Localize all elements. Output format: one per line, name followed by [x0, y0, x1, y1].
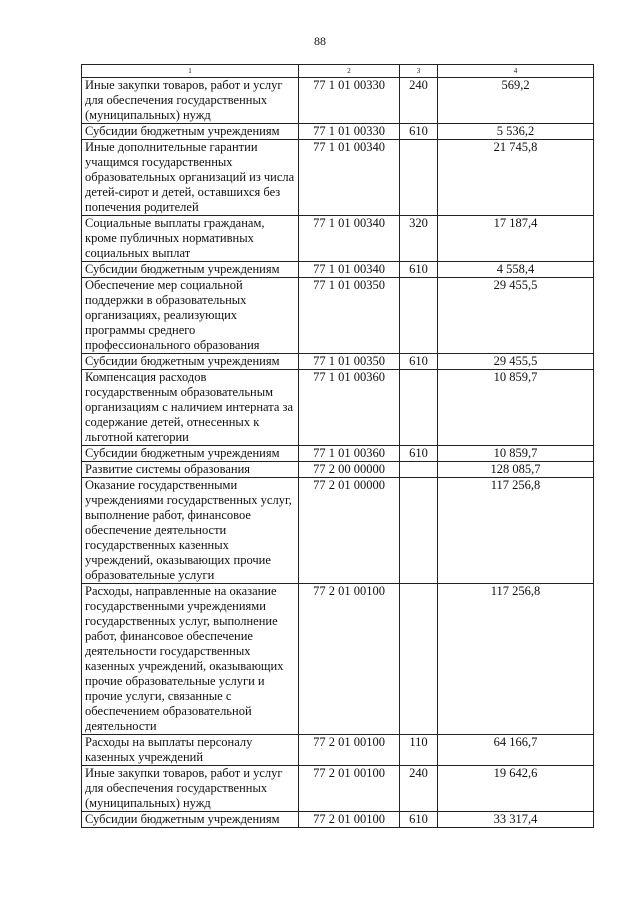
- table-row: [82, 735, 594, 766]
- row-amount: 19 642,6: [438, 766, 594, 812]
- table-row: [82, 278, 594, 354]
- budget-table: [81, 64, 594, 828]
- row-amount: 117 256,8: [438, 584, 594, 735]
- row-code: 77 1 01 00330: [299, 124, 400, 140]
- column-header: 2: [299, 65, 400, 78]
- row-name: Иные закупки товаров, работ и услуг для обеспечения государственных (муниципальных) нужд: [82, 78, 299, 124]
- table-row: [82, 812, 594, 828]
- row-amount: 33 317,4: [438, 812, 594, 828]
- row-code: 77 1 01 00350: [299, 278, 400, 354]
- table-row: [82, 216, 594, 262]
- column-header: 3: [400, 65, 438, 78]
- row-amount: 4 558,4: [438, 262, 594, 278]
- row-type: [400, 584, 438, 735]
- row-name: Иные закупки товаров, работ и услуг для обеспечения государственных (муниципальных) нужд: [82, 766, 299, 812]
- table-row: [82, 446, 594, 462]
- column-header: 4: [438, 65, 594, 78]
- table-row: [82, 370, 594, 446]
- row-name: Субсидии бюджетным учреждениям: [82, 354, 299, 370]
- row-code: 77 1 01 00360: [299, 446, 400, 462]
- row-amount: 29 455,5: [438, 354, 594, 370]
- table-row: [82, 78, 594, 124]
- row-code: 77 1 01 00340: [299, 262, 400, 278]
- row-amount: 29 455,5: [438, 278, 594, 354]
- row-code: 77 1 01 00350: [299, 354, 400, 370]
- table-row: [82, 140, 594, 216]
- row-type: [400, 278, 438, 354]
- row-code: 77 1 01 00360: [299, 370, 400, 446]
- row-amount: 128 085,7: [438, 462, 594, 478]
- row-amount: 569,2: [438, 78, 594, 124]
- table-row: [82, 478, 594, 584]
- row-type: 610: [400, 354, 438, 370]
- row-code: 77 1 01 00330: [299, 78, 400, 124]
- table-row: [82, 462, 594, 478]
- row-code: 77 2 00 00000: [299, 462, 400, 478]
- row-type: 610: [400, 262, 438, 278]
- row-type: 240: [400, 766, 438, 812]
- column-header: 1: [82, 65, 299, 78]
- row-type: 240: [400, 78, 438, 124]
- row-code: 77 2 01 00100: [299, 766, 400, 812]
- row-name: Обеспечение мер социальной поддержки в образовательных организациях, реализующих программы среднего профессионального образования: [82, 278, 299, 354]
- row-amount: 21 745,8: [438, 140, 594, 216]
- row-code: 77 2 01 00100: [299, 812, 400, 828]
- table-row: [82, 766, 594, 812]
- row-amount: 117 256,8: [438, 478, 594, 584]
- row-name: Развитие системы образования: [82, 462, 299, 478]
- row-code: 77 1 01 00340: [299, 216, 400, 262]
- table-row: [82, 354, 594, 370]
- row-type: [400, 462, 438, 478]
- row-name: Оказание государственными учреждениями государственных услуг, выполнение работ, финансовое обеспечение деятельности государственных казенных учреждений, оказывающих прочие образовательные услуги: [82, 478, 299, 584]
- row-amount: 5 536,2: [438, 124, 594, 140]
- table-row: [82, 584, 594, 735]
- row-code: 77 2 01 00100: [299, 735, 400, 766]
- row-type: 610: [400, 446, 438, 462]
- row-name: Социальные выплаты гражданам, кроме публичных нормативных социальных выплат: [82, 216, 299, 262]
- row-code: 77 2 01 00000: [299, 478, 400, 584]
- row-code: 77 2 01 00100: [299, 584, 400, 735]
- row-type: 610: [400, 124, 438, 140]
- table-header-row: [82, 65, 594, 78]
- row-type: 110: [400, 735, 438, 766]
- row-amount: 10 859,7: [438, 370, 594, 446]
- row-type: [400, 478, 438, 584]
- row-amount: 17 187,4: [438, 216, 594, 262]
- row-type: 610: [400, 812, 438, 828]
- row-name: Компенсация расходов государственным образовательным организациям с наличием интерната за содержание детей, отнесенных к льготной категории: [82, 370, 299, 446]
- row-amount: 64 166,7: [438, 735, 594, 766]
- row-type: [400, 140, 438, 216]
- row-amount: 10 859,7: [438, 446, 594, 462]
- row-type: [400, 370, 438, 446]
- row-code: 77 1 01 00340: [299, 140, 400, 216]
- table-row: [82, 124, 594, 140]
- table-row: [82, 262, 594, 278]
- row-name: Расходы на выплаты персоналу казенных учреждений: [82, 735, 299, 766]
- row-name: Субсидии бюджетным учреждениям: [82, 812, 299, 828]
- row-name: Субсидии бюджетным учреждениям: [82, 446, 299, 462]
- row-name: Субсидии бюджетным учреждениям: [82, 124, 299, 140]
- page-number: 88: [314, 34, 326, 48]
- row-name: Иные дополнительные гарантии учащимся государственных образовательных организаций из числа детей-сирот и детей, оставшихся без попечения родителей: [82, 140, 299, 216]
- row-name: Расходы, направленные на оказание государственными учреждениями государственных услуг, выполнение работ, финансовое обеспечение деятельности государственных казенных учреждений, оказывающих прочие образовательные услуги и прочие услуги, связанные с обеспечением образовательной деятельности: [82, 584, 299, 735]
- row-name: Субсидии бюджетным учреждениям: [82, 262, 299, 278]
- row-type: 320: [400, 216, 438, 262]
